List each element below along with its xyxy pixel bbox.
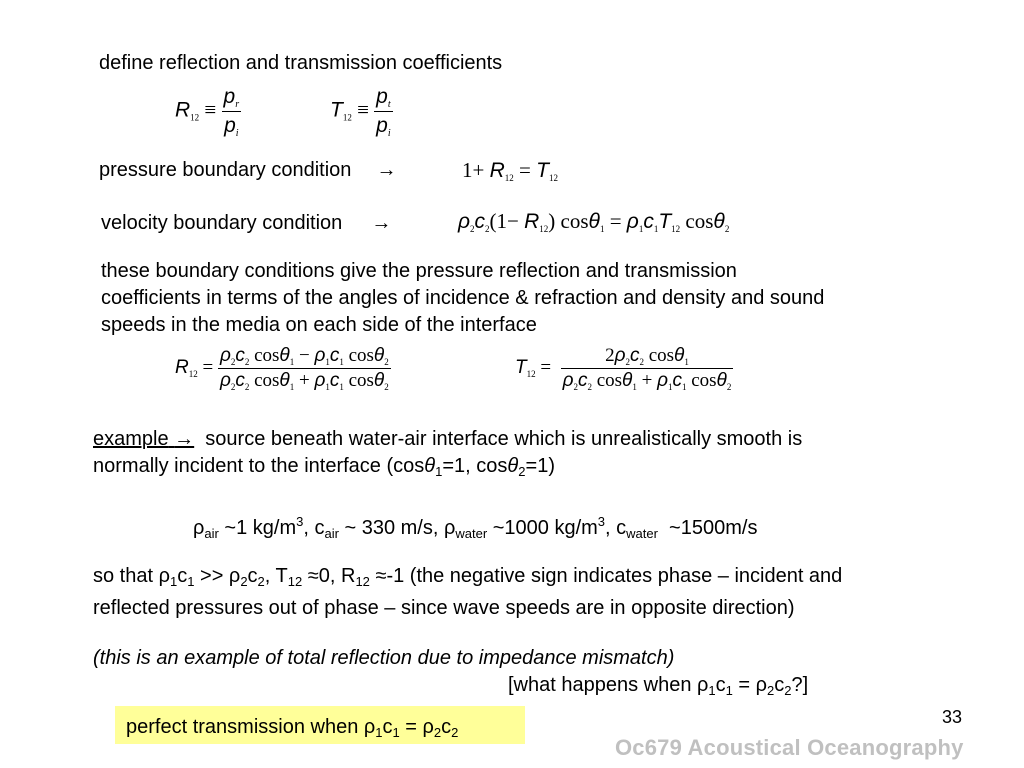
question-text: [what happens when $\rho_1c_1$ = $\rho_2c_2$?] (508, 674, 809, 698)
so-that-block (93, 563, 842, 622)
paragraph-line: coefficients in terms of the angles of incidence & refraction and density and sound (101, 287, 825, 309)
example-block (93, 426, 802, 485)
paragraph (101, 258, 824, 339)
t12-formula: $T_{12}$ = $\frac{2\rho_2c_2 \cos\theta_1}{\rho_2c_2 \cos\theta_1 + \rho_1c_1 \cos\theta_2}$ (515, 345, 732, 392)
r12-formula: $R_{12}$ = $\frac{\rho_2c_2 \cos\theta_1 - \rho_1c_1 \cos\theta_2}{\rho_2c_2 \cos\theta_1 + \rho_1c_1 \cos\theta_2}$ (175, 345, 389, 392)
course-title: Oc679 Acoustical Oceanography (615, 735, 964, 760)
example-line-2: normally incident to the interface (cosθ$_1$=1, cosθ$_2$=1) (93, 455, 555, 479)
r12-definition: $R_{12}$ ≡ $\frac{pr}{pi}$ (175, 85, 240, 139)
t12-definition: $T_{12}$ ≡ $\frac{pt}{pi}$ (330, 85, 391, 139)
paragraph-line: these boundary conditions give the pressure reflection and transmission (101, 260, 737, 282)
media-properties: $\rho_{air}$ ~1 $kg/m^3$, $c_{air}$ ~ 330 m/s, $\rho_{water}$ ~1000 $kg/m^3$, $c_{water}$ ~1500m/s (193, 514, 758, 541)
intro-text: define reflection and transmission coefficients (99, 52, 503, 74)
example-label: example → (93, 428, 195, 450)
example-line-1: source beneath water-air interface which is unrealistically smooth is (205, 428, 803, 450)
perfect-transmission-box: perfect transmission when $\rho_1c_1 = \rho_2c_2$ (115, 706, 525, 744)
italic-note: (this is an example of total reflection due to impedance mismatch) (93, 647, 675, 669)
velocity-bc-label: velocity boundary condition (101, 212, 343, 234)
velocity-bc-row (101, 210, 391, 237)
pressure-bc-label: pressure boundary condition (99, 159, 352, 181)
pressure-bc-row (99, 157, 397, 184)
arrow-right-icon: → (376, 159, 397, 181)
so-that-line-1: so that $\rho_1c_1 >> \rho_2c_2$, $T_{12} \approx 0$, $R_{12} \approx-1$ (the negative sign indicates phase – incident and (93, 565, 843, 589)
velocity-bc-equation: $\rho_2c_2(1- R_{12}) \cos\theta_1 = \rho_1c_1T_{12}$ cosθ$_2$ (458, 209, 730, 234)
arrow-right-icon: → (174, 428, 195, 450)
page-number: 33 (942, 707, 963, 727)
pressure-bc-equation: $1+ R_{12} = T_{12}$ (462, 158, 558, 183)
arrow-right-icon: → (371, 212, 392, 234)
paragraph-line: speeds in the media on each side of the interface (101, 314, 537, 336)
so-that-line-2: reflected pressures out of phase – since wave speeds are in opposite direction) (93, 597, 795, 619)
